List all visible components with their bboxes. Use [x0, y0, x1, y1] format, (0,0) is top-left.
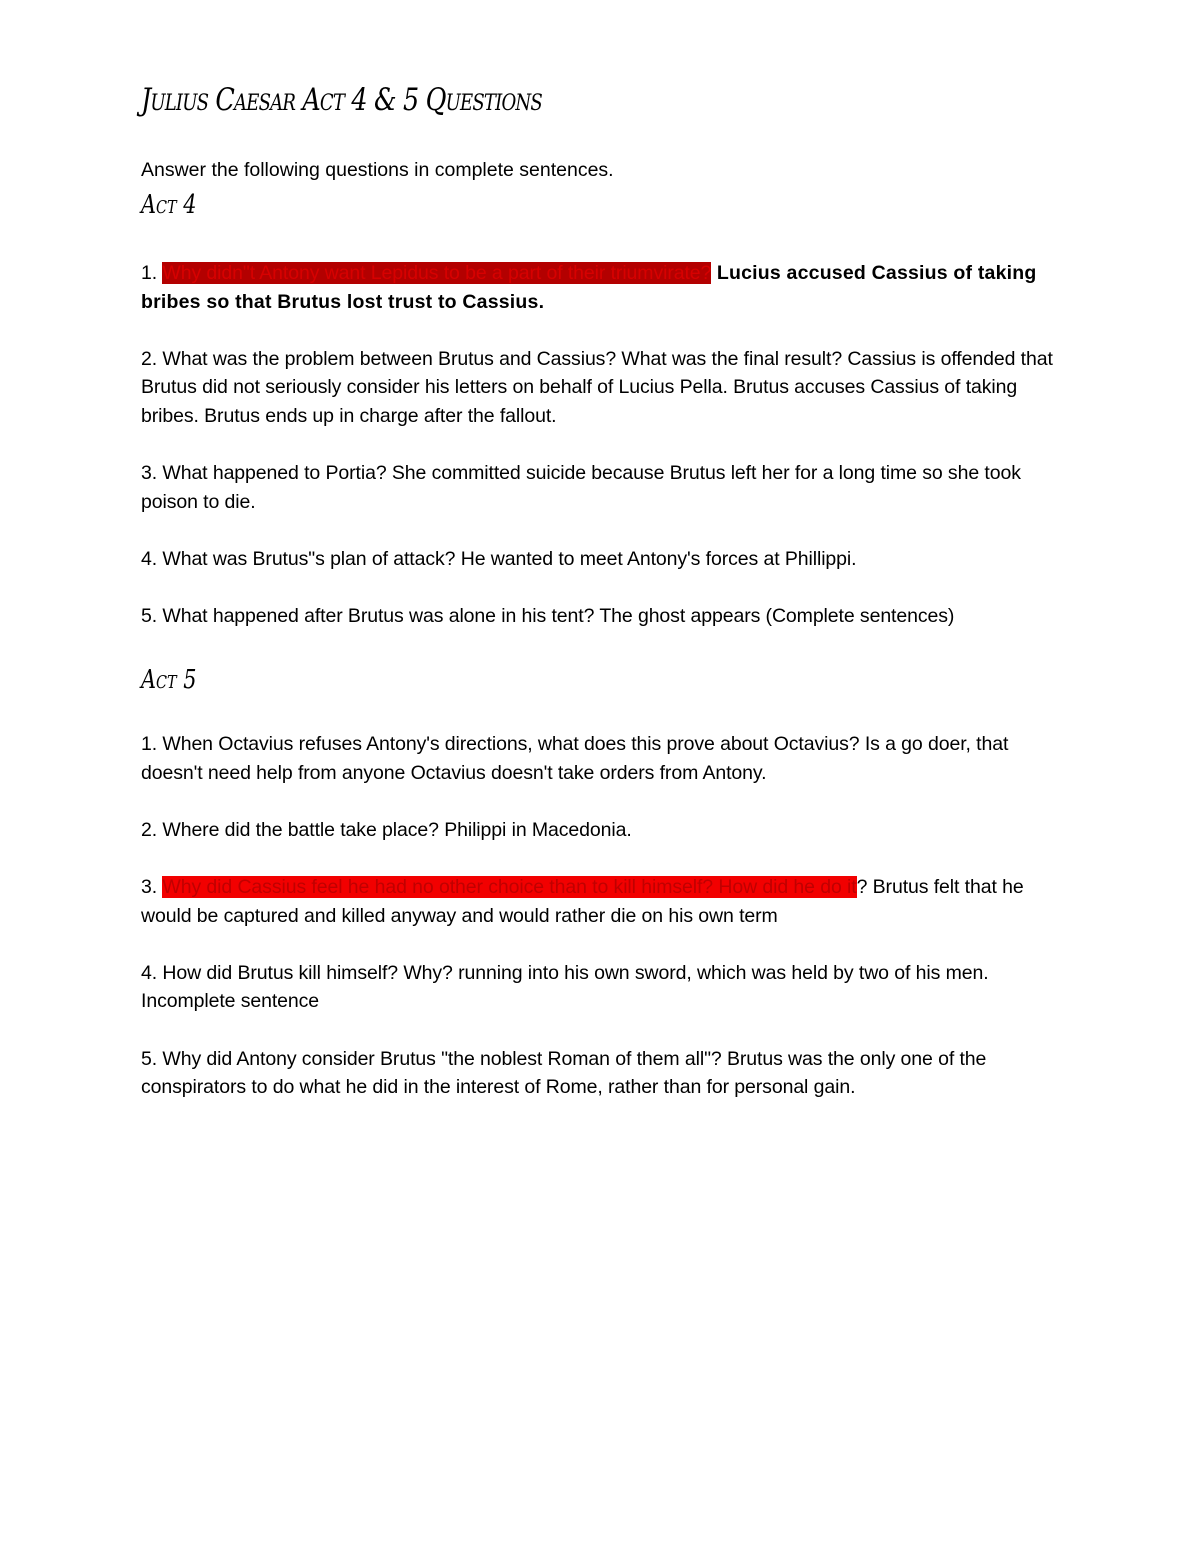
question-text: Why did Antony consider Brutus "the noblest Roman of them all"?: [162, 1047, 722, 1070]
act5-heading: Act 5: [141, 665, 197, 696]
answer-text: Brutus was the only one of the conspirators to do what he did in the interest of Rome, rather than for personal gain.: [141, 1047, 987, 1099]
document-page: [141, 70, 1061, 1102]
act4-heading: Act 4: [141, 190, 197, 220]
answer-text: She committed suicide because Brutus left her for a long time so she took poison to die.: [141, 461, 1021, 513]
question-number: 4.: [141, 961, 163, 984]
question-text: What happened to Portia?: [162, 461, 387, 484]
question-text: How did Brutus kill himself? Why?: [162, 961, 453, 984]
answer-text: Brutus felt that he would be captured and killed anyway and would rather die on his own term: [141, 876, 1024, 927]
answer-text: running into his own sword, which was held by two of his men. Incomplete sentence: [141, 961, 989, 1013]
question-number: 3.: [141, 461, 163, 484]
question-text: What was Brutus"s plan of attack?: [162, 547, 456, 570]
question-number: 1.: [141, 262, 163, 284]
question-number: 4.: [141, 547, 163, 570]
question-text: When Octavius refuses Antony's directions, what does this prove about Octavius?: [162, 733, 860, 756]
act4-question-2: [141, 345, 1061, 431]
question-number: 5.: [141, 604, 163, 627]
answer-text: Cassius is offended that Brutus did not seriously consider his letters on behalf of Lucius Pella. Brutus accuses Cassius of taking bribes. Brutus ends up in charge after the fallout.: [141, 347, 1053, 427]
act5-question-1: [141, 730, 1061, 787]
bold-answer-text: Lucius accused Cassius of taking bribes so that Brutus lost trust to Cassius.: [141, 262, 1037, 313]
act5-question-2: [141, 816, 1061, 845]
question-text: What was the problem between Brutus and Cassius? What was the final result?: [162, 347, 843, 370]
act4-question-5: [141, 602, 1061, 631]
highlighted-question-text: Why didn"t Antony want Lepidus to be a part of their triumvirate?: [162, 262, 712, 284]
question-number: 2.: [141, 819, 163, 842]
question-text: Where did the battle take place?: [162, 819, 439, 842]
question-number: 1.: [141, 733, 163, 756]
instructions: Answer the following questions in complete sentences.: [141, 159, 614, 181]
question-text: What happened after Brutus was alone in his tent?: [162, 604, 595, 627]
question-tail: ?: [856, 876, 868, 899]
question-number: 5.: [141, 1047, 163, 1070]
answer-text: He wanted to meet Antony's forces at Phillippi.: [455, 547, 857, 570]
question-number: 2.: [141, 347, 163, 370]
answer-text: The ghost appears (Complete sentences): [594, 604, 955, 627]
question-number: 3.: [141, 876, 163, 899]
act4-question-1: [141, 259, 1061, 316]
act4-question-3: [141, 459, 1061, 516]
answer-text: Is a go doer, that doesn't need help from anyone Octavius doesn't take orders from Antony.: [141, 733, 1009, 784]
act4-question-4: [141, 545, 1061, 574]
act5-question-5: [141, 1045, 1061, 1102]
highlighted-question-text: Why did Cassius feel he had no other choice than to kill himself? How did he do it: [162, 876, 857, 899]
document-title: Julius Caesar Act 4 & 5 Questions: [141, 82, 542, 118]
answer-text: Philippi in Macedonia.: [438, 819, 632, 842]
act5-question-3: [141, 873, 1061, 930]
act5-question-4: [141, 959, 1061, 1016]
